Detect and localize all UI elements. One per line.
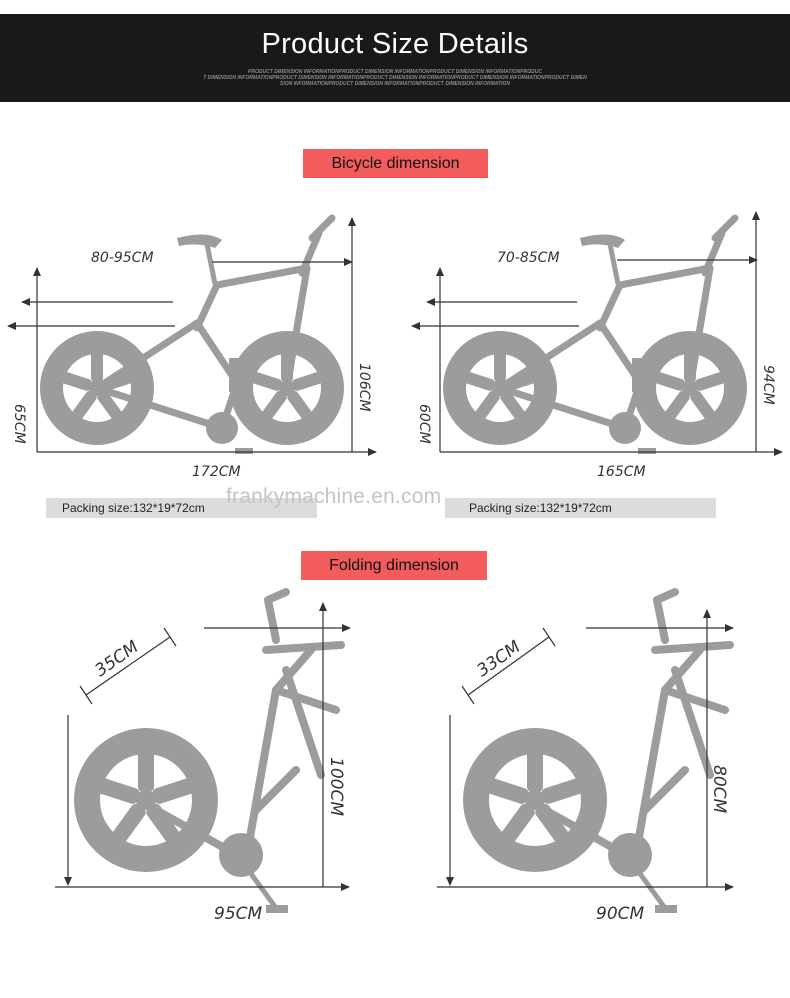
length-right: 165CM [597,464,646,480]
bicycle-dimension-label: Bicycle dimension [303,149,488,178]
folded-bike-right-image [463,592,730,913]
header-subtitle-line: T DIMENSION INFORMATIONPRODUCT DIMENSION INFORMATIONPRODUCT DIMENSION INFORMATIONPRODUCT DIMENSION INFORMATIONPRODUCT DIMEN [203,75,587,81]
header-subtitle-line: PRODUCT DIMENSION INFORMATIONPRODUCT DIMENSION INFORMATIONPRODUCT DIMENSION INFORMATIONPRODUC [248,69,542,75]
wheel-height-right: 60CM [416,404,432,444]
folded-bike-left-image [74,592,341,913]
wheel-height-left: 65CM [11,404,27,444]
folded-diagonal-left: 35CM [91,637,143,682]
folded-width-left: 95CM [214,904,263,924]
total-height-left: 106CM [356,363,372,412]
packing-size-left: Packing size:132*19*72cm [46,498,317,518]
bicycle-right-diagram [412,212,782,454]
bicycle-left-diagram [8,218,376,454]
packing-size-right: Packing size:132*19*72cm [445,498,716,518]
header-subtitle-line: SION INFORMATIONPRODUCT DIMENSION INFORMATIONPRODUCT DIMENSION INFORMATION [280,81,510,87]
folded-diagonal-right: 33CM [473,637,525,682]
bicycle-left-image [40,218,344,454]
total-height-right: 94CM [760,365,776,405]
folded-height-right: 80CM [709,765,729,814]
length-left: 172CM [192,464,241,480]
page-title: Product Size Details [261,28,529,60]
folding-dimension-label: Folding dimension [301,551,487,580]
seat-height-right: 70-85CM [497,250,560,266]
folded-width-right: 90CM [596,904,645,924]
folded-height-left: 100CM [326,757,346,816]
watermark: frankymachine.en.com [226,485,442,508]
bicycle-right-image [443,218,747,454]
folding-right-diagram [437,592,733,913]
seat-height-left: 80-95CM [91,250,154,266]
folding-left-diagram [55,592,350,913]
